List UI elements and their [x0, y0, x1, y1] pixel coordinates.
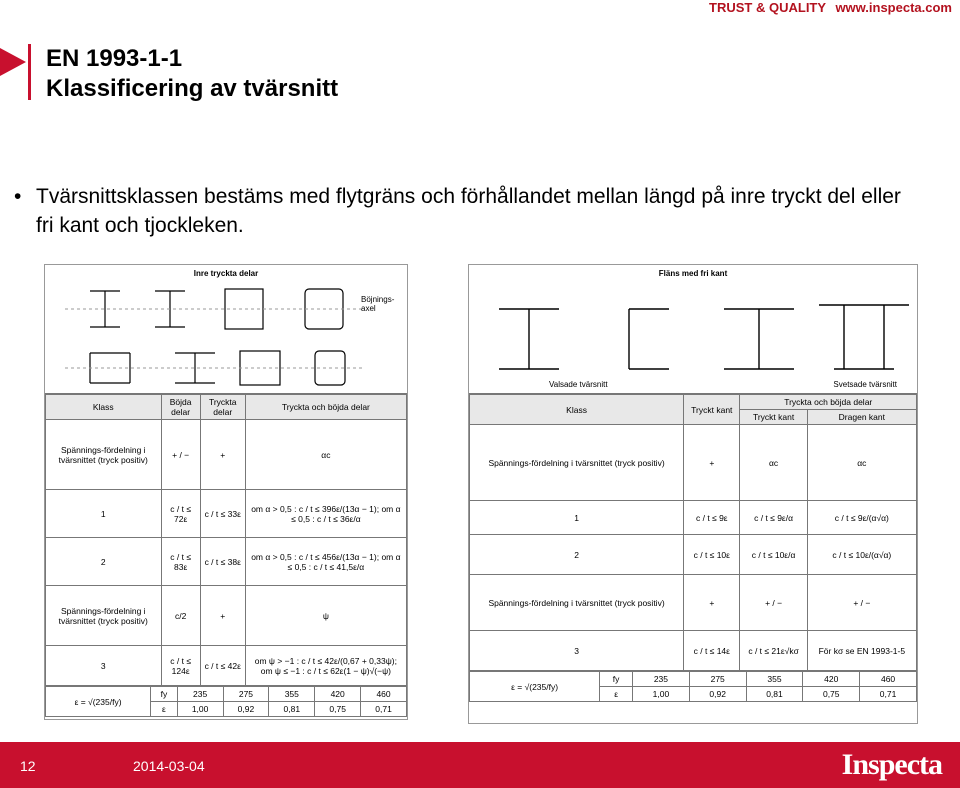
stress-diagram-compressed: +	[684, 425, 740, 501]
brand-header	[709, 0, 952, 15]
stress-distribution-label: Spännings-fördelning i tvärsnittet (tryck positiv)	[470, 425, 684, 501]
limit-tip-tension: c / t ≤ 10ε/(α√α)	[807, 535, 916, 575]
fy-cell: 275	[223, 687, 269, 702]
eps-cell: 0,92	[223, 702, 269, 717]
header-class: Klass	[470, 395, 684, 425]
inspecta-logo: Inspecta	[841, 748, 942, 781]
fy-cell: 355	[746, 672, 803, 687]
limit-bent: c / t ≤ 124ε	[161, 646, 200, 686]
limit-tip-compressed: c / t ≤ 10ε/α	[740, 535, 807, 575]
fy-cell: 355	[269, 687, 315, 702]
stress-distribution-label: Spännings-fördelning i tvärsnittet (tryck positiv)	[470, 575, 684, 631]
eps-cell: ε	[600, 687, 633, 702]
limit-compressed: c / t ≤ 38ε	[200, 538, 245, 586]
header-compressed: Tryckta delar	[200, 395, 245, 420]
stress-diagram-compression: +	[200, 586, 245, 646]
bullet-text: Tvärsnittsklassen bestäms med flytgräns och förhållandet mellan längd på inre tryckt del eller fri kant och tjockleken.	[36, 185, 901, 237]
limit-compressed: c / t ≤ 9ε	[684, 501, 740, 535]
header-class: Klass	[46, 395, 162, 420]
limit-combined: om α > 0,5 : c / t ≤ 456ε/(13α − 1); om α ≤ 0,5 : c / t ≤ 41,5ε/α	[245, 538, 406, 586]
rolled-sections-label: Valsade tvärsnitt	[549, 380, 608, 389]
fy-cell: 460	[860, 672, 917, 687]
fy-cell: 420	[315, 687, 361, 702]
stress-diagram-tip-tension: + / −	[807, 575, 916, 631]
limit-tip-compressed: c / t ≤ 9ε/α	[740, 501, 807, 535]
right-epsilon-table	[469, 671, 917, 702]
left-classification-table	[44, 264, 408, 720]
fy-cell: 235	[177, 687, 223, 702]
eps-cell: 0,75	[315, 702, 361, 717]
brand-tagline: TRUST & QUALITY	[709, 0, 826, 15]
subheader-tension: Dragen kant	[807, 410, 916, 425]
header-combined: Tryckta och böjda delar	[245, 395, 406, 420]
limit-compressed: c / t ≤ 10ε	[684, 535, 740, 575]
eps-cell: 1,00	[633, 687, 690, 702]
limit-compressed: c / t ≤ 42ε	[200, 646, 245, 686]
class-cell: 1	[470, 501, 684, 535]
outstand-flange-diagram	[469, 265, 917, 394]
eps-cell: 0,75	[803, 687, 860, 702]
stress-diagram-combined: αc	[245, 420, 406, 490]
header-compressed-edge: Tryckt kant	[684, 395, 740, 425]
stress-diagram-combined: ψ	[245, 586, 406, 646]
stress-diagram-bending: c/2	[161, 586, 200, 646]
stress-diagram-compression: +	[200, 420, 245, 490]
stress-diagram-tip-compressed: + / −	[740, 575, 807, 631]
eps-cell: 0,81	[269, 702, 315, 717]
limit-bent: c / t ≤ 72ε	[161, 490, 200, 538]
limit-bent: c / t ≤ 83ε	[161, 538, 200, 586]
eps-cell: 0,71	[860, 687, 917, 702]
header-combined: Tryckta och böjda delar	[740, 395, 917, 410]
fy-cell: 275	[689, 672, 746, 687]
class-cell: 3	[46, 646, 162, 686]
class-cell: 2	[470, 535, 684, 575]
fy-cell: 460	[361, 687, 407, 702]
stress-diagram-compressed: +	[684, 575, 740, 631]
cross-section-sketch	[45, 273, 405, 393]
diagram-title: Inre tryckta delar	[193, 269, 259, 278]
epsilon-formula: ε = √(235/fy)	[46, 687, 151, 717]
right-table-grid	[469, 394, 917, 671]
diagram-title: Fläns med fri kant	[658, 269, 728, 278]
bullet-dot: •	[14, 185, 22, 208]
stress-diagram-bending: + / −	[161, 420, 200, 490]
fy-cell: 420	[803, 672, 860, 687]
class-cell: 3	[470, 631, 684, 671]
left-epsilon-table	[45, 686, 407, 717]
limit-tip-tension: För kσ se EN 1993-1-5	[807, 631, 916, 671]
title-arrow-icon	[0, 44, 28, 80]
page-title	[46, 44, 338, 104]
limit-tip-tension: c / t ≤ 9ε/(α√α)	[807, 501, 916, 535]
eps-cell: 1,00	[177, 702, 223, 717]
eps-cell: 0,71	[361, 702, 407, 717]
internal-parts-diagram	[45, 265, 407, 394]
left-table-grid	[45, 394, 407, 686]
limit-compressed: c / t ≤ 33ε	[200, 490, 245, 538]
title-line-1: EN 1993-1-1	[46, 45, 183, 72]
fy-cell: 235	[633, 672, 690, 687]
page-number: 12	[20, 758, 36, 774]
limit-compressed: c / t ≤ 14ε	[684, 631, 740, 671]
fy-cell: fy	[600, 672, 633, 687]
brand-url[interactable]: www.inspecta.com	[835, 0, 952, 15]
stress-distribution-label: Spännings-fördelning i tvärsnittet (tryck positiv)	[46, 586, 162, 646]
header-bent: Böjda delar	[161, 395, 200, 420]
title-line-2: Klassificering av tvärsnitt	[46, 75, 339, 102]
fy-cell: fy	[151, 687, 178, 702]
stress-distribution-label: Spännings-fördelning i tvärsnittet (tryck positiv)	[46, 420, 162, 490]
right-classification-table	[468, 264, 918, 724]
footer-date: 2014-03-04	[133, 758, 205, 774]
class-cell: 2	[46, 538, 162, 586]
bending-axis-label: Böjnings-axel	[361, 295, 395, 313]
subheader-compressed: Tryckt kant	[740, 410, 807, 425]
eps-cell: 0,81	[746, 687, 803, 702]
flange-section-sketch	[469, 279, 915, 389]
class-cell: 1	[46, 490, 162, 538]
footer-bar	[0, 742, 960, 788]
welded-sections-label: Svetsade tvärsnitt	[833, 380, 897, 389]
limit-tip-compressed: c / t ≤ 21ε√kσ	[740, 631, 807, 671]
limit-combined: om α > 0,5 : c / t ≤ 396ε/(13α − 1); om α ≤ 0,5 : c / t ≤ 36ε/α	[245, 490, 406, 538]
stress-diagram-tip-compressed: αc	[740, 425, 807, 501]
eps-cell: 0,92	[689, 687, 746, 702]
eps-cell: ε	[151, 702, 178, 717]
title-divider	[28, 44, 31, 100]
stress-diagram-tip-tension: αc	[807, 425, 916, 501]
epsilon-formula: ε = √(235/fy)	[470, 672, 600, 702]
limit-combined: om ψ > −1 : c / t ≤ 42ε/(0,67 + 0,33ψ); om ψ ≤ −1 : c / t ≤ 62ε(1 − ψ)√(−ψ)	[245, 646, 406, 686]
